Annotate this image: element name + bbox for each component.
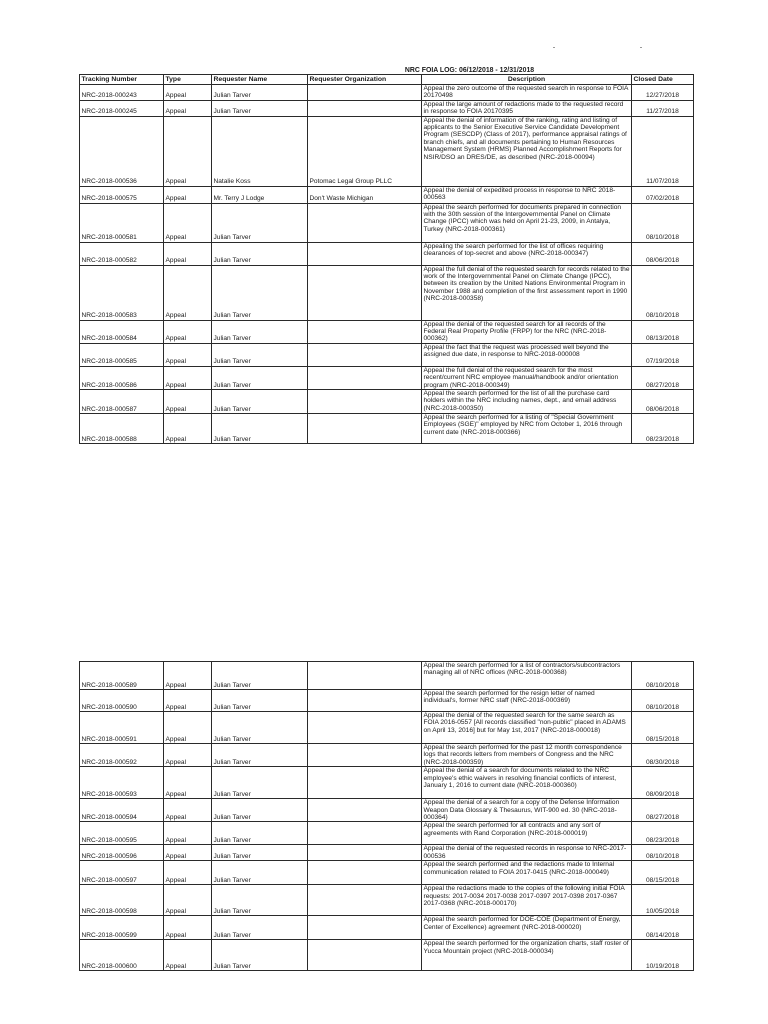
description-cell: Appeal the search performed for a listing of "Special Government Employees (SGE)" employed by NRC from October 1, 2016 through current date (NRC-2018-000366) bbox=[422, 414, 632, 444]
closed-date-cell: 11/27/2018 bbox=[632, 100, 694, 116]
requester-organization-cell bbox=[308, 85, 422, 101]
closed-date-cell: 11/07/2018 bbox=[632, 116, 694, 186]
requester-organization-cell bbox=[308, 390, 422, 414]
table-row bbox=[80, 712, 694, 744]
col-requester-name: Requester Name bbox=[212, 75, 308, 85]
type-cell: Appeal bbox=[164, 744, 212, 767]
closed-date-cell: 10/05/2018 bbox=[632, 885, 694, 916]
tracking-number-cell: NRC-2018-000590 bbox=[80, 690, 164, 712]
description-cell: Appeal the full denial of the requested search for records related to the work of the Intergovernmental Panel on Climate Change (IPCC), between its creation by the United Nations Environmental Program in November 1988 and completion of the first assessment report in 1990 (NRC-2018-000358) bbox=[422, 265, 632, 320]
table-row bbox=[80, 744, 694, 767]
table-row bbox=[80, 916, 694, 940]
requester-organization-cell bbox=[308, 366, 422, 389]
table-row bbox=[80, 861, 694, 885]
description-cell: Appeal the denial of a search for documents related to the NRC employee's ethic waivers in resolving financial conflicts of interest, January 1, 2016 to current date (NRC-2018-000360) bbox=[422, 767, 632, 799]
tracking-number-cell: NRC-2018-000582 bbox=[80, 242, 164, 265]
type-cell: Appeal bbox=[164, 861, 212, 885]
table-row bbox=[80, 242, 694, 265]
tracking-number-cell: NRC-2018-000600 bbox=[80, 940, 164, 971]
requester-organization-cell bbox=[308, 744, 422, 767]
closed-date-cell: 08/10/2018 bbox=[632, 203, 694, 242]
description-cell: Appeal the search performed for all contracts and any sort of agreements with Rand Corporation (NRC-2018-000019) bbox=[422, 822, 632, 845]
closed-date-cell: 08/15/2018 bbox=[632, 861, 694, 885]
tracking-number-cell: NRC-2018-000584 bbox=[80, 320, 164, 343]
requester-organization-cell bbox=[308, 343, 422, 366]
tracking-number-cell: NRC-2018-000536 bbox=[80, 116, 164, 186]
requester-organization-cell: Potomac Legal Group PLLC bbox=[308, 116, 422, 186]
closed-date-cell: 08/27/2018 bbox=[632, 799, 694, 822]
requester-name-cell: Julian Tarver bbox=[212, 916, 308, 940]
type-cell: Appeal bbox=[164, 320, 212, 343]
requester-name-cell: Julian Tarver bbox=[212, 744, 308, 767]
closed-date-cell: 12/27/2018 bbox=[632, 85, 694, 101]
description-cell: Appeal the search performed for the organization charts, staff roster of Yucca Mountain project (NRC-2018-000034) bbox=[422, 940, 632, 971]
tracking-number-cell: NRC-2018-000599 bbox=[80, 916, 164, 940]
description-cell: Appeal the denial of a search for a copy of the Defense Information Weapon Data Glossary & Thesaurus, WIT-900 ed. 30 (NRC-2018-000364) bbox=[422, 799, 632, 822]
requester-organization-cell bbox=[308, 414, 422, 444]
closed-date-cell: 08/13/2018 bbox=[632, 320, 694, 343]
type-cell: Appeal bbox=[164, 799, 212, 822]
scan-speck bbox=[640, 47, 642, 48]
requester-organization-cell bbox=[308, 885, 422, 916]
description-cell: Appeal the search performed for the list of all the purchase card holders within the NRC including names, dept., and email address (NRC-2018-000350) bbox=[422, 390, 632, 414]
requester-name-cell: Julian Tarver bbox=[212, 767, 308, 799]
tracking-number-cell: NRC-2018-000593 bbox=[80, 767, 164, 799]
requester-name-cell: Julian Tarver bbox=[212, 861, 308, 885]
closed-date-cell: 08/14/2018 bbox=[632, 916, 694, 940]
table-row bbox=[80, 390, 694, 414]
table-row bbox=[80, 366, 694, 389]
requester-organization-cell: Don't Waste Michigan bbox=[308, 186, 422, 203]
scan-speck bbox=[553, 47, 555, 48]
requester-name-cell: Julian Tarver bbox=[212, 712, 308, 744]
closed-date-cell: 08/10/2018 bbox=[632, 690, 694, 712]
requester-organization-cell bbox=[308, 940, 422, 971]
tracking-number-cell: NRC-2018-000589 bbox=[80, 662, 164, 690]
requester-name-cell: Julian Tarver bbox=[212, 343, 308, 366]
table-row bbox=[80, 186, 694, 203]
table-row bbox=[80, 265, 694, 320]
closed-date-cell: 08/10/2018 bbox=[632, 265, 694, 320]
requester-name-cell: Julian Tarver bbox=[212, 690, 308, 712]
tracking-number-cell: NRC-2018-000596 bbox=[80, 845, 164, 861]
description-cell: Appeal the search performed for the resign letter of named individual's, former NRC staff (NRC-2018-000369) bbox=[422, 690, 632, 712]
closed-date-cell: 07/02/2018 bbox=[632, 186, 694, 203]
table-row bbox=[80, 940, 694, 971]
type-cell: Appeal bbox=[164, 186, 212, 203]
table-row bbox=[80, 85, 694, 101]
tracking-number-cell: NRC-2018-000595 bbox=[80, 822, 164, 845]
tracking-number-cell: NRC-2018-000592 bbox=[80, 744, 164, 767]
requester-name-cell: Julian Tarver bbox=[212, 662, 308, 690]
description-cell: Appeal the fact that the request was processed well beyond the assigned due date, in response to NRC-2018-000008 bbox=[422, 343, 632, 366]
table-header-row bbox=[80, 75, 694, 85]
description-cell: Appeal the search performed for documents prepared in connection with the 30th session of the Intergovernmental Panel on Climate Change (IPCC) which was held on April 21-23, 2009, in Antalya, Turkey (NRC-2018-000361) bbox=[422, 203, 632, 242]
tracking-number-cell: NRC-2018-000597 bbox=[80, 861, 164, 885]
closed-date-cell: 08/23/2018 bbox=[632, 414, 694, 444]
type-cell: Appeal bbox=[164, 916, 212, 940]
type-cell: Appeal bbox=[164, 390, 212, 414]
foia-log-table-page-1 bbox=[79, 66, 694, 444]
closed-date-cell: 08/15/2018 bbox=[632, 712, 694, 744]
requester-name-cell: Julian Tarver bbox=[212, 203, 308, 242]
description-cell: Appeal the search performed for a list of contractors/subcontractors managing all of NRC offices (NRC-2018-000368) bbox=[422, 662, 632, 690]
foia-log-table-page-2 bbox=[79, 661, 694, 971]
requester-name-cell: Julian Tarver bbox=[212, 940, 308, 971]
requester-organization-cell bbox=[308, 861, 422, 885]
description-cell: Appeal the full denial of the requested search for the most recent/current NRC employee manual/handbook and/or orientation program (NRC-2018-000349) bbox=[422, 366, 632, 389]
closed-date-cell: 08/06/2018 bbox=[632, 242, 694, 265]
requester-name-cell: Julian Tarver bbox=[212, 414, 308, 444]
type-cell: Appeal bbox=[164, 85, 212, 101]
requester-organization-cell bbox=[308, 242, 422, 265]
requester-name-cell: Julian Tarver bbox=[212, 100, 308, 116]
requester-organization-cell bbox=[308, 690, 422, 712]
requester-name-cell: Julian Tarver bbox=[212, 366, 308, 389]
foia-log-page-2 bbox=[79, 661, 693, 971]
type-cell: Appeal bbox=[164, 203, 212, 242]
type-cell: Appeal bbox=[164, 662, 212, 690]
requester-name-cell: Julian Tarver bbox=[212, 845, 308, 861]
description-cell: Appeal the search performed and the redactions made to Internal communication related to FOIA 2017-0415 (NRC-2018-000049) bbox=[422, 861, 632, 885]
requester-organization-cell bbox=[308, 799, 422, 822]
requester-organization-cell bbox=[308, 822, 422, 845]
table-row bbox=[80, 799, 694, 822]
table-row bbox=[80, 203, 694, 242]
tracking-number-cell: NRC-2018-000583 bbox=[80, 265, 164, 320]
requester-name-cell: Julian Tarver bbox=[212, 885, 308, 916]
closed-date-cell: 10/19/2018 bbox=[632, 940, 694, 971]
log-title: NRC FOIA LOG: 06/12/2018 - 12/31/2018 bbox=[404, 66, 535, 74]
requester-organization-cell bbox=[308, 320, 422, 343]
closed-date-cell: 08/06/2018 bbox=[632, 390, 694, 414]
requester-organization-cell bbox=[308, 916, 422, 940]
description-cell: Appeal the denial of the requested records in response to NRC-2017-000536 bbox=[422, 845, 632, 861]
requester-name-cell: Julian Tarver bbox=[212, 822, 308, 845]
requester-organization-cell bbox=[308, 712, 422, 744]
description-cell: Appealing the search performed for the list of offices requiring clearances of top-secret and above (NRC-2018-000347) bbox=[422, 242, 632, 265]
table-row bbox=[80, 885, 694, 916]
table-row bbox=[80, 767, 694, 799]
table-row bbox=[80, 845, 694, 861]
closed-date-cell: 08/27/2018 bbox=[632, 366, 694, 389]
type-cell: Appeal bbox=[164, 343, 212, 366]
requester-name-cell: Julian Tarver bbox=[212, 320, 308, 343]
foia-log-page-1 bbox=[79, 66, 693, 444]
type-cell: Appeal bbox=[164, 767, 212, 799]
table-body-page-2 bbox=[80, 662, 694, 971]
closed-date-cell: 07/19/2018 bbox=[632, 343, 694, 366]
closed-date-cell: 08/30/2018 bbox=[632, 744, 694, 767]
tracking-number-cell: NRC-2018-000594 bbox=[80, 799, 164, 822]
requester-name-cell: Julian Tarver bbox=[212, 390, 308, 414]
table-row bbox=[80, 100, 694, 116]
type-cell: Appeal bbox=[164, 690, 212, 712]
col-type: Type bbox=[164, 75, 212, 85]
tracking-number-cell: NRC-2018-000587 bbox=[80, 390, 164, 414]
type-cell: Appeal bbox=[164, 414, 212, 444]
requester-name-cell: Julian Tarver bbox=[212, 85, 308, 101]
table-row bbox=[80, 662, 694, 690]
col-closed-date: Closed Date bbox=[632, 75, 694, 85]
tracking-number-cell: NRC-2018-000588 bbox=[80, 414, 164, 444]
table-row bbox=[80, 343, 694, 366]
type-cell: Appeal bbox=[164, 116, 212, 186]
col-tracking-number: Tracking Number bbox=[80, 75, 164, 85]
requester-organization-cell bbox=[308, 265, 422, 320]
tracking-number-cell: NRC-2018-000585 bbox=[80, 343, 164, 366]
type-cell: Appeal bbox=[164, 100, 212, 116]
table-row bbox=[80, 116, 694, 186]
requester-organization-cell bbox=[308, 767, 422, 799]
tracking-number-cell: NRC-2018-000598 bbox=[80, 885, 164, 916]
tracking-number-cell: NRC-2018-000586 bbox=[80, 366, 164, 389]
table-row bbox=[80, 690, 694, 712]
description-cell: Appeal the search performed for DOE-COE (Department of Energy, Center of Excellence) agreement (NRC-2018-000020) bbox=[422, 916, 632, 940]
type-cell: Appeal bbox=[164, 940, 212, 971]
description-cell: Appeal the denial of expedited process in response to NRC 2018-000563 bbox=[422, 186, 632, 203]
requester-organization-cell bbox=[308, 100, 422, 116]
table-row bbox=[80, 414, 694, 444]
col-description: Description bbox=[422, 75, 632, 85]
closed-date-cell: 08/23/2018 bbox=[632, 822, 694, 845]
description-cell: Appeal the denial of the requested search for the same search as FOIA 2016-0557 [All records classified "non-public" placed in ADAMS on April 13, 2016] but for May 1st, 2017 (NRC-2018-000018) bbox=[422, 712, 632, 744]
tracking-number-cell: NRC-2018-000591 bbox=[80, 712, 164, 744]
description-cell: Appeal the denial of information of the ranking, rating and listing of applicants to the Senior Executive Service Candidate Development Program (SESCDP) (Class of 2017), performance appraisal ratings of branch chiefs, and all documents pertaining to Human Resources Management System (HRMS) Planned Accomplishment Reports for NSIR/DSO an DRES/DE, as described (NRC-2018-00094) bbox=[422, 116, 632, 186]
description-cell: Appeal the large amount of redactions made to the requested record in response to FOIA 20170395 bbox=[422, 100, 632, 116]
table-row bbox=[80, 320, 694, 343]
tracking-number-cell: NRC-2018-000581 bbox=[80, 203, 164, 242]
requester-name-cell: Julian Tarver bbox=[212, 265, 308, 320]
tracking-number-cell: NRC-2018-000243 bbox=[80, 85, 164, 101]
requester-name-cell: Natalie Koss bbox=[212, 116, 308, 186]
type-cell: Appeal bbox=[164, 822, 212, 845]
closed-date-cell: 08/10/2018 bbox=[632, 662, 694, 690]
description-cell: Appeal the zero outcome of the requested search in response to FOIA 20170498 bbox=[422, 85, 632, 101]
closed-date-cell: 08/10/2018 bbox=[632, 845, 694, 861]
requester-name-cell: Julian Tarver bbox=[212, 242, 308, 265]
requester-name-cell: Mr. Terry J Lodge bbox=[212, 186, 308, 203]
description-cell: Appeal the denial of the requested search for all records of the Federal Real Property Profile (FRPP) for the NRC (NRC-2018-000362) bbox=[422, 320, 632, 343]
description-cell: Appeal the search performed for the past 12 month correspondence logs that records letters from members of Congress and the NRC (NRC-2018-000359) bbox=[422, 744, 632, 767]
table-row bbox=[80, 822, 694, 845]
table-body-page-1 bbox=[80, 85, 694, 444]
type-cell: Appeal bbox=[164, 712, 212, 744]
requester-name-cell: Julian Tarver bbox=[212, 799, 308, 822]
tracking-number-cell: NRC-2018-000575 bbox=[80, 186, 164, 203]
requester-organization-cell bbox=[308, 845, 422, 861]
type-cell: Appeal bbox=[164, 265, 212, 320]
col-requester-organization: Requester Organization bbox=[308, 75, 422, 85]
type-cell: Appeal bbox=[164, 845, 212, 861]
tracking-number-cell: NRC-2018-000245 bbox=[80, 100, 164, 116]
closed-date-cell: 08/09/2018 bbox=[632, 767, 694, 799]
description-cell: Appeal the redactions made to the copies of the following initial FOIA requests: 2017-0034 2017-0038 2017-0397 2017-0398 2017-0367 2017-0368 (NRC-2018-000170) bbox=[422, 885, 632, 916]
type-cell: Appeal bbox=[164, 366, 212, 389]
requester-organization-cell bbox=[308, 662, 422, 690]
requester-organization-cell bbox=[308, 203, 422, 242]
type-cell: Appeal bbox=[164, 885, 212, 916]
type-cell: Appeal bbox=[164, 242, 212, 265]
